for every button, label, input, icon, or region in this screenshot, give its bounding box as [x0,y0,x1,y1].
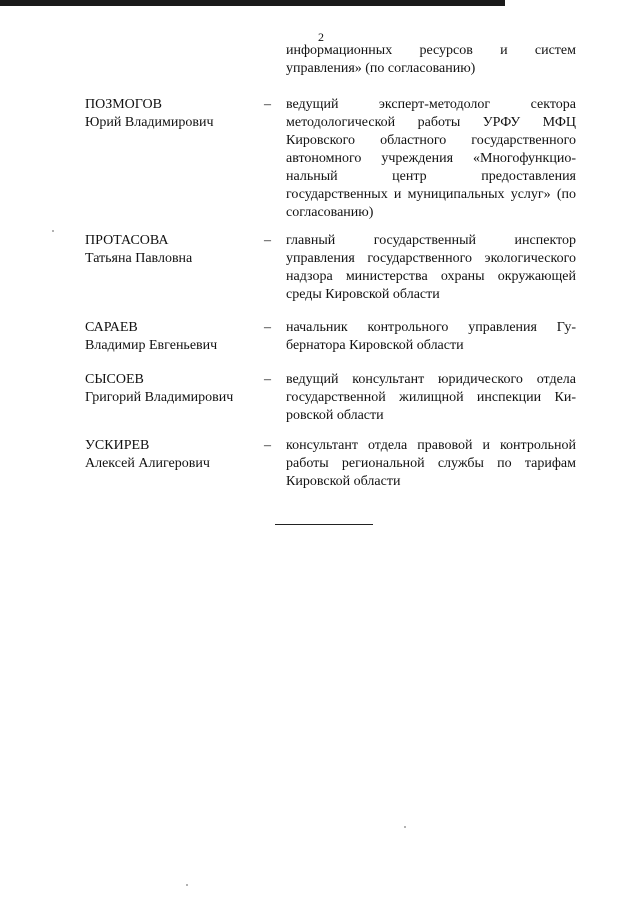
closing-divider [275,524,373,525]
member-name [85,371,260,407]
member-given-names: Григорий Владимирович [85,390,234,405]
scan-speck [404,826,406,828]
member-given-names: Татьяна Павловна [85,251,193,266]
dash-separator: – [264,97,271,112]
member-name [85,232,260,268]
member-surname: ПРОТАСОВА [85,233,169,248]
member-name [85,437,260,473]
member-description: начальник контрольного управления Губернатора Кировской области [286,320,576,353]
member-description: ведущий консультант юридического отдела государственной жилищной инспекции Кировской области [286,372,576,423]
member-name [85,96,260,132]
continuation-text: информационных ресурсов и систем управления» (по согласованию) [286,43,576,76]
member-surname: САРАЕВ [85,320,138,335]
dash-separator: – [264,320,271,335]
scan-speck [52,230,54,232]
member-given-names: Юрий Владимирович [85,115,214,130]
scan-speck [186,884,188,886]
dash-separator: – [264,372,271,387]
scan-edge-bar [0,0,505,6]
member-name [85,319,260,355]
member-description: главный государственный инспектор управления государственного экологического надзора министерства охраны окружающей среды Кировской области [286,233,576,302]
member-description: консультант отдела правовой и контрольной работы региональной службы по тарифам Кировской области [286,438,576,489]
dash-separator: – [264,233,271,248]
page-number: 2 [318,30,324,44]
member-given-names: Владимир Евгеньевич [85,338,218,353]
member-surname: ПОЗМОГОВ [85,97,162,112]
member-description: ведущий эксперт-методолог сектора методологической работы УРФУ МФЦ Кировского областного государственного автономного учреждения «Многофункциональный центр предоставления государственных и муниципальных услуг» (по согласованию) [286,97,576,220]
dash-separator: – [264,438,271,453]
member-surname: СЫСОЕВ [85,372,144,387]
member-surname: УСКИРЕВ [85,438,150,453]
member-given-names: Алексей Алигерович [85,456,210,471]
